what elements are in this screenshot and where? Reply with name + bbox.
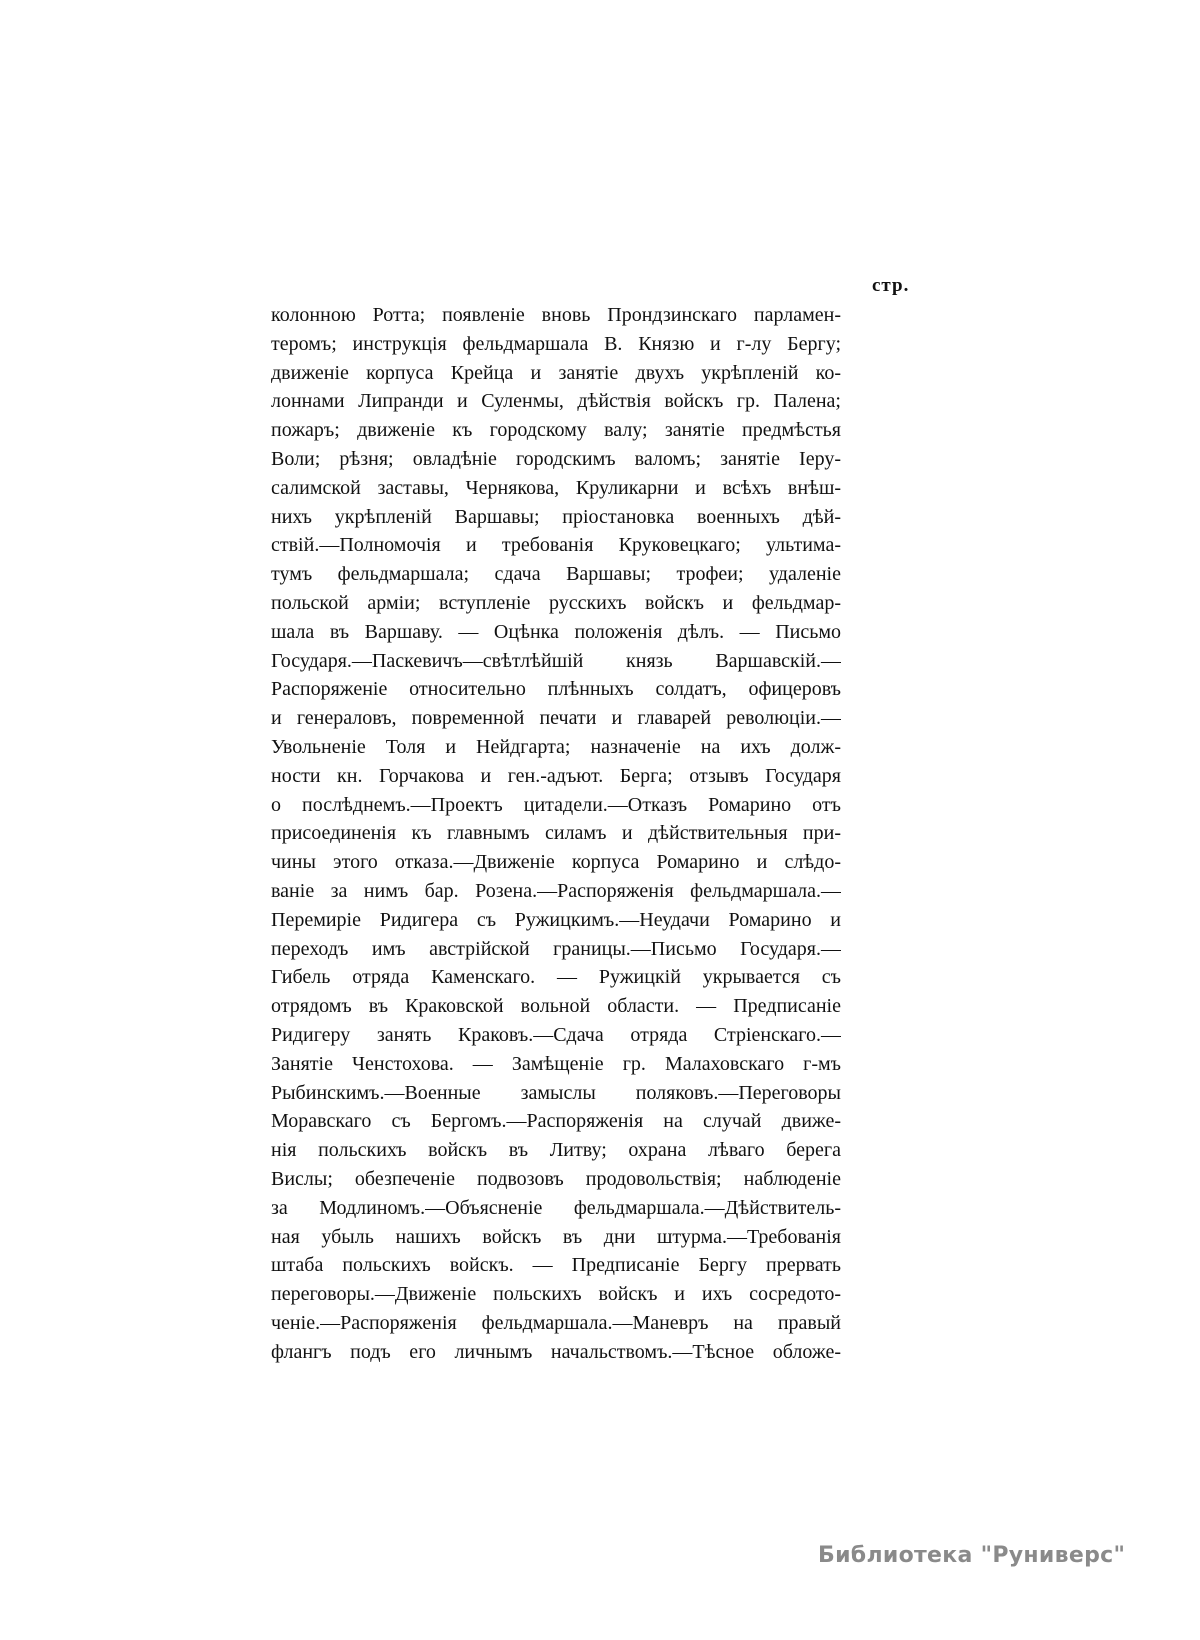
text-line: колонною Ротта; появленіе вновь Прондзинскаго парламен- [271,304,841,326]
text-line: Перемиріе Ридигера съ Ружицкимъ.—Неудачи Ромарино и [271,908,841,931]
text-line: польской арміи; вступленіе русскихъ войскъ и фельдмар- [271,591,841,614]
text-line: движеніе корпуса Крейца и занятіе двухъ укрѣпленій ко- [271,361,841,384]
text-line: ваніе за нимъ бар. Розена.—Распоряженія фельдмаршала.— [271,879,841,902]
text-line: Ридигеру занять Краковъ.—Сдача отряда Стріенскаго.— [271,1023,841,1046]
text-line: шала въ Варшаву. — Оцѣнка положенія дѣлъ. — Письмо [271,620,841,643]
text-line: и генераловъ, повременной печати и главарей революціи.— [271,707,841,730]
text-line: Занятіе Ченстохова. — Замѣщеніе гр. Малаховскаго г-мъ [271,1052,841,1075]
text-line: Распоряженіе относительно плѣнныхъ солдатъ, офицеровъ [271,678,841,701]
library-watermark: Библиотека "Руниверс" [818,1543,1126,1568]
text-line: Увольненіе Толя и Нейдгарта; назначеніе на ихъ долж- [271,735,841,758]
text-line: флангъ подъ его личнымъ начальствомъ.—Тѣсное обложе- [271,1340,841,1363]
text-line: нихъ укрѣпленій Варшавы; пріостановка военныхъ дѣй- [271,505,841,528]
text-line: Моравскаго съ Бергомъ.—Распоряженія на случай движе- [271,1110,841,1133]
text-line: тумъ фельдмаршала; сдача Варшавы; трофеи; удаленіе [271,563,841,586]
text-line: штаба польскихъ войскъ. — Предписаніе Бергу прервать [271,1254,841,1277]
body-text [271,301,841,1366]
text-line: теромъ; инструкція фельдмаршала В. Князю и г-лу Бергу; [271,332,841,355]
text-line: Воли; рѣзня; овладѣніе городскимъ валомъ; занятіе Іеру- [271,447,841,470]
text-line: переходъ имъ австрійской границы.—Письмо Государя.— [271,937,841,960]
text-line: Вислы; обезпеченіе подвозовъ продовольствія; наблюденіе [271,1167,841,1190]
text-line: ствій.—Полномочія и требованія Круковецкаго; ультима- [271,534,841,557]
text-line: лоннами Липранди и Суленмы, дѣйствія войскъ гр. Палена; [271,390,841,413]
text-line: за Модлиномъ.—Объясненіе фельдмаршала.—Дѣйствитель- [271,1196,841,1219]
text-line: ченіе.—Распоряженія фельдмаршала.—Маневръ на правый [271,1311,841,1334]
text-line: Государя.—Паскевичъ—свѣтлѣйшій князь Варшавскій.— [271,649,841,672]
text-line: салимской заставы, Чернякова, Круликарни и всѣхъ внѣш- [271,476,841,499]
text-line: чины этого отказа.—Движеніе корпуса Ромарино и слѣдо- [271,851,841,874]
text-line: нія польскихъ войскъ въ Литву; охрана лѣваго берега [271,1139,841,1162]
text-line: отрядомъ въ Краковской вольной области. — Предписаніе [271,995,841,1018]
text-line: Рыбинскимъ.—Военные замыслы поляковъ.—Переговоры [271,1081,841,1104]
text-line: присоединенія къ главнымъ силамъ и дѣйствительныя при- [271,822,841,845]
page-column-heading: стр. [872,275,910,296]
text-line: ная убыль нашихъ войскъ въ дни штурма.—Требованія [271,1225,841,1248]
text-line: о послѣднемъ.—Проектъ цитадели.—Отказъ Ромарино отъ [271,793,841,816]
text-line: переговоры.—Движеніе польскихъ войскъ и ихъ сосредото- [271,1283,841,1306]
text-line: ности кн. Горчакова и ген.-адъют. Берга; отзывъ Государя [271,764,841,787]
text-line: пожаръ; движеніе къ городскому валу; занятіе предмѣстья [271,419,841,442]
text-line: Гибель отряда Каменскаго. — Ружицкій укрывается съ [271,966,841,989]
